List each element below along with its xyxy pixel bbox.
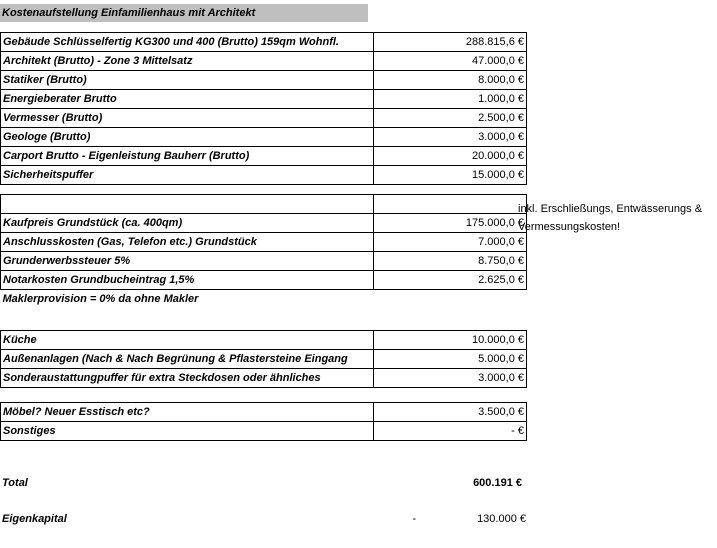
row-amount: [374, 195, 527, 214]
page-title: Kostenaufstellung Einfamilienhaus mit Architekt: [2, 7, 256, 19]
row-label: Anschlusskosten (Gas, Telefon etc.) Grundstück: [1, 233, 374, 252]
note-line-1: inkl. Erschließungs, Entwässerungs &: [518, 203, 703, 215]
equity-minus-sign: -: [412, 513, 416, 525]
construction-cost-table: [0, 32, 527, 185]
row-label: Außenanlagen (Nach & Nach Begrünung & Pflastersteine Eingang: [1, 350, 374, 369]
table-row: [1, 369, 527, 388]
property-cost-table: [0, 194, 527, 308]
row-amount: [374, 290, 527, 309]
row-label: Architekt (Brutto) - Zone 3 Mittelsatz: [1, 52, 374, 71]
total-amount: 600.191 €: [473, 477, 522, 489]
note-line-2: Vermessungskosten!: [518, 221, 621, 233]
row-amount: 2.500,0 €: [374, 109, 527, 128]
interior-cost-table: [0, 330, 527, 388]
total-label: Total: [2, 477, 28, 489]
row-label: Sonderaustattungpuffer für extra Steckdosen oder ähnliches: [1, 369, 374, 388]
row-label: Statiker (Brutto): [1, 71, 374, 90]
row-amount: 15.000,0 €: [374, 166, 527, 185]
table-row: [1, 252, 527, 271]
table-row-note: [1, 290, 527, 309]
row-label: [1, 195, 374, 214]
row-amount: 3.000,0 €: [374, 369, 527, 388]
row-label: Energieberater Brutto: [1, 90, 374, 109]
equity-row-table: [0, 510, 528, 528]
table-row: [1, 33, 527, 52]
row-label: Vermesser (Brutto): [1, 109, 374, 128]
furniture-cost-table: [0, 402, 527, 441]
equity-label: Eigenkapital: [2, 513, 67, 525]
table-row: [1, 403, 527, 422]
total-row-table: [0, 474, 524, 492]
row-amount: 8.750,0 €: [374, 252, 527, 271]
table-row: [1, 350, 527, 369]
row-amount: 8.000,0 €: [374, 71, 527, 90]
row-amount: 5.000,0 €: [374, 350, 527, 369]
row-amount: 3.500,0 €: [374, 403, 527, 422]
row-amount: 10.000,0 €: [374, 331, 527, 350]
row-amount: 47.000,0 €: [374, 52, 527, 71]
row-amount: 175.000,0 €: [374, 214, 527, 233]
row-label: Notarkosten Grundbucheintrag 1,5%: [1, 271, 374, 290]
row-label: Küche: [1, 331, 374, 350]
row-amount: 1.000,0 €: [374, 90, 527, 109]
table-row: [1, 195, 527, 214]
equity-amount: 130.000 €: [477, 513, 526, 525]
table-row: [1, 90, 527, 109]
row-label: Geologe (Brutto): [1, 128, 374, 147]
table-row: [1, 214, 527, 233]
row-label: Kaufpreis Grundstück (ca. 400qm): [1, 214, 374, 233]
table-row-equity: [0, 510, 528, 528]
table-row: [1, 271, 527, 290]
row-label: Grunderwerbssteuer 5%: [1, 252, 374, 271]
table-row: [1, 422, 527, 441]
table-row: [1, 52, 527, 71]
row-label: Sicherheitspuffer: [1, 166, 374, 185]
table-row: [1, 128, 527, 147]
table-row: [1, 71, 527, 90]
table-row: [1, 109, 527, 128]
row-amount: 288.815,6 €: [374, 33, 527, 52]
table-row-total: [0, 474, 524, 492]
row-amount: - €: [374, 422, 527, 441]
table-row: [1, 331, 527, 350]
row-label: Möbel? Neuer Esstisch etc?: [1, 403, 374, 422]
row-label: Maklerprovision = 0% da ohne Makler: [2, 293, 199, 305]
table-row: [1, 233, 527, 252]
table-row: [1, 166, 527, 185]
row-amount: 2.625,0 €: [374, 271, 527, 290]
table-row: [1, 147, 527, 166]
row-label: Carport Brutto - Eigenleistung Bauherr (Brutto): [1, 147, 374, 166]
note-erschliessung: [518, 200, 717, 236]
row-amount: 3.000,0 €: [374, 128, 527, 147]
row-label: Gebäude Schlüsselfertig KG300 und 400 (Brutto) 159qm Wohnfl.: [1, 33, 374, 52]
row-label: Sonstiges: [1, 422, 374, 441]
row-amount: 20.000,0 €: [374, 147, 527, 166]
document-title-bar: [0, 4, 368, 22]
row-amount: 7.000,0 €: [374, 233, 527, 252]
